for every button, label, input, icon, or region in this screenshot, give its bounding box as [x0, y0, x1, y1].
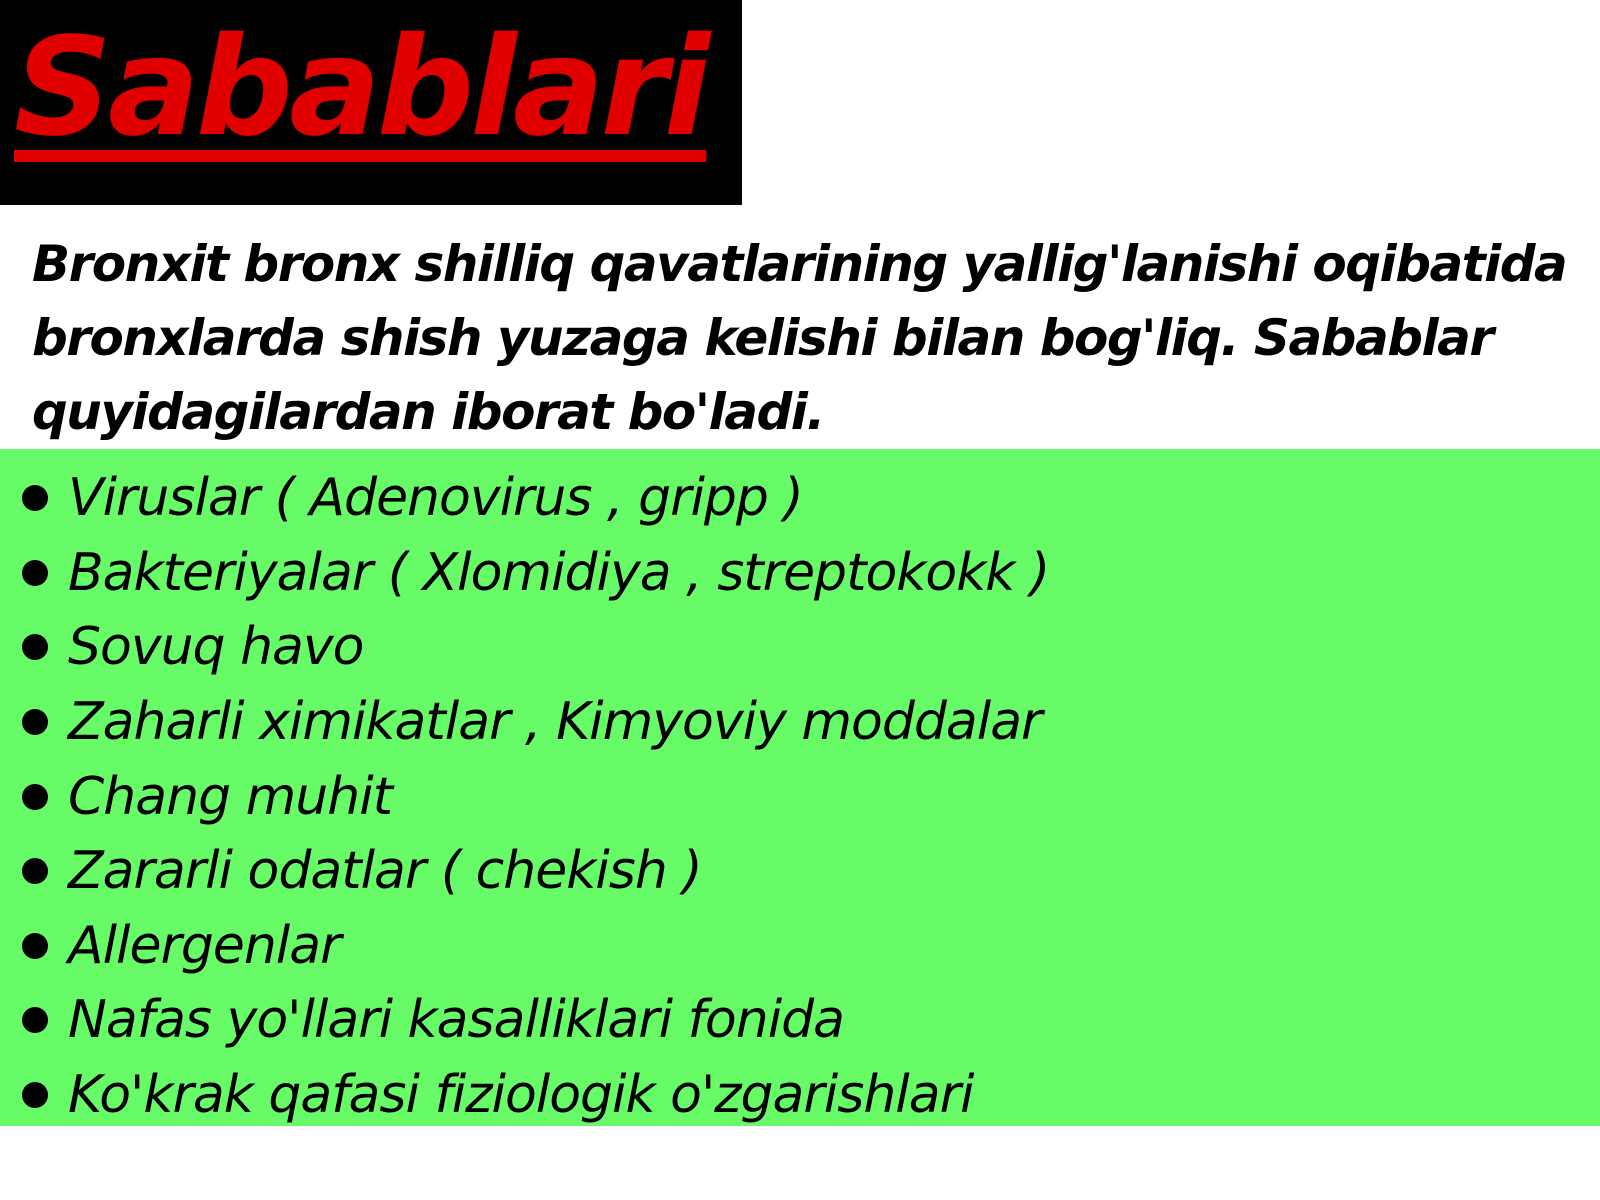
slide-title: Sabablari	[14, 9, 707, 167]
list-item-text: Viruslar ( Adenovirus , gripp )	[68, 468, 803, 529]
causes-panel	[0, 449, 1600, 1126]
list-item	[0, 685, 1049, 760]
list-item	[0, 536, 1049, 611]
list-item-text: Zararli odatlar ( chekish )	[68, 841, 702, 902]
list-item-text: Chang muhit	[68, 766, 393, 827]
intro-paragraph: Bronxit bronx shilliq qavatlarining yallig'lanishi oqibatida bronxlarda shish yuzaga kelishi bilan bog'liq. Sabablar quyidagilardan iborat bo'ladi.	[32, 235, 1567, 441]
bullet-icon	[22, 485, 48, 511]
bullet-icon	[22, 858, 48, 884]
bullet-icon	[22, 933, 48, 959]
bullet-icon	[22, 634, 48, 660]
list-item-text: Sovuq havo	[68, 617, 364, 678]
list-item-text: Allergenlar	[68, 915, 341, 976]
list-item	[0, 610, 1049, 685]
list-item	[0, 834, 1049, 909]
list-item	[0, 1058, 1049, 1133]
bullet-icon	[22, 784, 48, 810]
list-item	[0, 461, 1049, 536]
bullet-icon	[22, 709, 48, 735]
list-item-text: Ko'krak qafasi fiziologik o'zgarishlari	[68, 1065, 974, 1126]
bullet-icon	[22, 1007, 48, 1033]
title-box	[0, 0, 742, 205]
list-item-text: Zaharli ximikatlar , Kimyoviy moddalar	[68, 692, 1042, 753]
causes-list	[0, 461, 1049, 1132]
bullet-icon	[22, 560, 48, 586]
list-item-text: Nafas yo'llari kasalliklari fonida	[68, 990, 845, 1051]
bullet-icon	[22, 1082, 48, 1108]
list-item	[0, 759, 1049, 834]
list-item-text: Bakteriyalar ( Xlomidiya , streptokokk )	[68, 542, 1050, 603]
list-item	[0, 909, 1049, 984]
list-item	[0, 983, 1049, 1058]
